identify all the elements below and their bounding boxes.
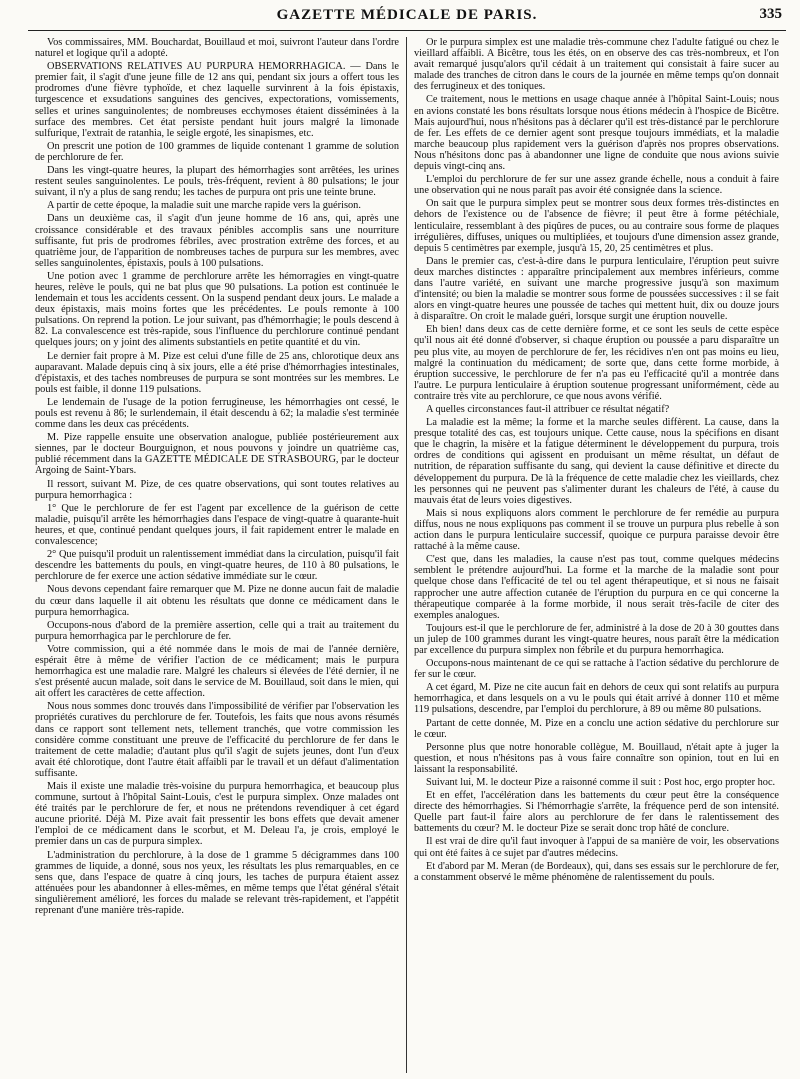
paragraph: A cet égard, M. Pize ne cite aucun fait en dehors de ceux qui sont relatifs au purpura hemorrhagica, et dans lesquels on a vu le pouls qui était arrivé à donner 110 et même 119 pulsations, descendre, par l'emploi du perchlorure, à 89 ou même 80 pulsations. xyxy=(414,682,779,716)
paragraph: Dans les vingt-quatre heures, la plupart des hémorrhagies sont arrêtées, les urines restent seules sanguinolentes. Le pouls, très-fréquent, revient à 80 pulsations; le jour suivant, il n'y a plus de sang rendu; les taches de purpura ont pris une teinte brune. xyxy=(35,165,399,199)
right-column xyxy=(407,37,786,1073)
paragraph: C'est que, dans les maladies, la cause n'est pas tout, comme quelques médecins semblent le prétendre aujourd'hui. La forme et la marche de la maladie sont pour quelque chose dans l'efficacité de tel ou tel agent thérapeutique, et si nous ne faisait rapprocher une autre affection cutanée de l'éruption du purpura en ce qui concerne la thérapeutique comparée à la forme morbide, il nous serait très-facile de citer des exemples analogues. xyxy=(414,554,779,621)
paragraph: Une potion avec 1 gramme de perchlorure arrête les hémorragies en vingt-quatre heures, relève le pouls, qui ne bat plus que 90 pulsations. La potion est continuée le lendemain et tous les accidents cessent. On la suspend pendant deux jours. Le malade a deux épistaxis, mais moins fortes que les précédentes. Le pouls remonte à 100 pulsations. On reprend la potion. Le jour suivant, pas d'hémorrhagie; le pouls descend à 82. La convalescence est très-rapide, sous l'influence du perchlorure continué pendant quelques jours; on y joint des aliments substantiels en petite quantité et du vin. xyxy=(35,270,399,349)
paragraph: Mais si nous expliquons alors comment le perchlorure de fer remédie au purpura diffus, nous ne nous expliquons pas comment il se trouve un purpura plus rebelle à son action dans le purpura lenticulaire successif, quoique ce purpura paraisse devoir être rattaché à la même cause. xyxy=(414,507,779,553)
paragraph: A partir de cette époque, la maladie suit une marche rapide vers la guérison. xyxy=(47,200,361,212)
paragraph: L'administration du perchlorure, à la dose de 1 gramme 5 décigrammes dans 100 grammes de liquide, a donné, sous nos yeux, les résultats les plus remarquables, en ce sens que, dans l'espace de quatre à cinq jours, les taches de purpura étaient assez atténuées pour les abandonner à elles-mêmes, en même temps que l'état général s'était singulièrement amélioré, les forces du malade se relevant très-rapidement, et l'appétit reprenant d'une manière très-rapide. xyxy=(35,849,399,917)
paragraph: Et d'abord par M. Meran (de Bordeaux), qui, dans ses essais sur le perchlorure de fer, a constamment observé le même phénomène de ralentissement du pouls. xyxy=(414,860,779,883)
paragraph: Mais il existe une maladie très-voisine du purpura hemorrhagica, et beaucoup plus commune, surtout à l'hôpital Saint-Louis, c'est le purpura simplex. Onze malades ont été traités par le perchlorure de fer, et nous ne prétendons revendiquer à cet égard aucune priorité. Déjà M. Pize avait fait pressentir les bons effets que devait amener l'emploi de ce médicament dans le scorbut, et M. Deleau l'a, je crois, employé le premier dans un cas de purpura simplex. xyxy=(35,781,399,848)
paragraph: OBSERVATIONS RELATIVES AU PURPURA HEMORRHAGICA. — Dans le premier fait, il s'agit d'une jeune fille de 12 ans qui, pendant six jours a offert tous les prodromes d'une fièvre typhoïde, et chez laquelle survinrent à la fois épistaxis, turgescence et exsudations sanguines des gencives, expectorations, vomissements, selles et urines sanguinolentes; de nombreuses ecchymoses étaient disséminées à la surface des membres. Cet état persiste pendant huit jours malgré la limonade sulfurique, l'extrait de ratanhia, le seigle ergoté, les sinapismes, etc. xyxy=(35,61,399,139)
paragraph: Or le purpura simplex est une maladie très-commune chez l'adulte fatigué ou chez le vieillard affaibli. A Bicêtre, tous les étés, on en observe des cas très-nombreux, et l'on avait remarqué jusqu'alors qu'il cédait à un traitement qui consistait à faire sucer au malade des tranches de citron dans le cours de la journée en même temps qu'on donnait des ferrugineux et des toniques. xyxy=(414,37,779,93)
paragraph: Et en effet, l'accélération dans les battements du cœur peut être la conséquence directe des hémorrhagies. Si l'hémorrhagie s'arrête, la fréquence perd de son intensité. Quelle part faut-il faire alors au perchlorure de fer dans le ralentissement des battements du cœur? M. le docteur Pize se serait donc trop hâté de conclure. xyxy=(414,790,779,835)
paragraph: Il ressort, suivant M. Pize, de ces quatre observations, qui sont toutes relatives au purpura hemorrhagica : xyxy=(35,478,399,501)
paragraph: Partant de cette donnée, M. Pize en a conclu une action sédative du perchlorure sur le cœur. xyxy=(414,717,779,740)
paragraph: Eh bien! dans deux cas de cette dernière forme, et ce sont les seuls de cette espèce qu'il nous ait été donné d'observer, si chaque éruption ou poussée a paru disparaître un peu plus vite, au moyen de perchlorure de fer, les récidives n'en ont pas moins eu lieu, malgré la continuation du médicament; de sorte que, dans cette forme morbide, à éruption successive, le perchlorure de fer n'a pas eu l'efficacité qu'il a montrée dans l'autre. Le purpura lenticulaire à éruption soutenue progressant uniformément, cède au contraire très vite au perchlorure, ce que nous avons vérifié. xyxy=(414,324,779,402)
paragraph: Dans le premier cas, c'est-à-dire dans le purpura lenticulaire, l'éruption peut suivre deux marches distinctes : apparaître principalement aux membres inférieurs, comme dans l'autre variété, en suivant une marche progressive jusqu'à son maximum d'intensité; ou bien la maladie se montrer sous forme de poussées successives : il se fait alors en vingt-quatre heures une poussée de taches qui mettent huit, dix ou douze jours à disparaître. On croit le malade guéri, lorsque surgit une éruption nouvelle. xyxy=(414,255,779,323)
paragraph: Dans un deuxième cas, il s'agit d'un jeune homme de 16 ans, qui, après une croissance considérable et des travaux pénibles accomplis sans une nourriture suffisante, fut pris de prodromes fébriles, avec prostration extrême des forces, et au quatrième jour, de l'apparition de nombreuses taches de purpura sur les membres, avec selles sanguinolentes, épistaxis, pouls à 100 pulsations. xyxy=(35,213,399,269)
left-column xyxy=(28,37,407,1073)
paragraph: Suivant lui, M. le docteur Pize a raisonné comme il suit : Post hoc, ergo propter hoc. xyxy=(426,777,776,788)
paragraph: Personne plus que notre honorable collègue, M. Bouillaud, n'était apte à juger la question, et nous n'hésitons pas à vous faire connaître son opinion, tout en lui en laissant la responsabilité. xyxy=(414,741,779,775)
paragraph: On prescrit une potion de 100 grammes de liquide contenant 1 gramme de solution de perchlorure de fer. xyxy=(35,140,399,163)
paragraph: A quelles circonstances faut-il attribuer ce résultat négatif? xyxy=(426,404,670,415)
running-title: GAZETTE MÉDICALE DE PARIS. xyxy=(276,7,538,23)
text-columns xyxy=(28,37,786,1073)
paragraph: L'emploi du perchlorure de fer sur une assez grande échelle, nous a conduit à faire une observation qui ne nous paraît pas avoir été consignée dans la science. xyxy=(414,174,779,197)
paragraph: La maladie est la même; la forme et la marche seules diffèrent. La cause, dans la presque totalité des cas, est toujours unique. Cette cause, nous la spécifions en disant que le chagrin, la misère et la fatigue déterminent le développement du purpura, trois ordres de conditions qui agissent en produisant un même résultat, un défaut de nutrition, de réparation suffisante du sang, qui devient la cause définitive et directe du développement du purpura. De là la fréquence de cette maladie chez les vieillards, chez les personnes qui ne peuvent pas s'alimenter durant les chaleurs de l'été, à cause du mauvais état de leurs voies digestives. xyxy=(414,417,779,506)
paragraph: Toujours est-il que le perchlorure de fer, administré à la dose de 20 à 30 gouttes dans un julep de 100 grammes durant les vingt-quatre heures, nous paraît être la médication par excellence du purpura simplex non fébrile et du purpura hemorrhagica. xyxy=(414,622,779,656)
paragraph: 1° Que le perchlorure de fer est l'agent par excellence de la guérison de cette maladie, puisqu'il arrête les hémorrhagies dans l'espace de vingt-quatre à quarante-huit heures, et que, continué pendant quelques jours, il fait rapidement entrer le malade en convalescence; xyxy=(35,502,399,548)
page-number: 335 xyxy=(759,6,782,22)
paragraph: Vos commissaires, MM. Bouchardat, Bouillaud et moi, suivront l'auteur dans l'ordre naturel et logique qu'il a adopté. xyxy=(35,37,399,60)
paragraph: Occupons-nous d'abord de la première assertion, celle qui a trait au traitement du purpura hemorrhagica par le perchlorure de fer. xyxy=(35,619,399,642)
paragraph: Votre commission, qui a été nommée dans le mois de mai de l'année dernière, espérait être à même de vérifier l'action de ce médicament; mais le purpura hemorrhagica est une maladie rare. Malgré les chaleurs si élevées de l'été dernier, il ne s'est présenté aucun malade, soit dans le service de M. Bouillaud, soit dans le mien, qui ait offert les caractères de cette affection. xyxy=(35,643,399,700)
paragraph: M. Pize rappelle ensuite une observation analogue, publiée postérieurement aux siennes, par le docteur Bourguignon, et nous pouvons y joindre un quatrième cas, publié récemment dans la GAZETTE MÉDICALE DE STRASBOURG, par le docteur Argoing de Saint-Ybars. xyxy=(35,432,399,477)
paragraph: Occupons-nous maintenant de ce qui se rattache à l'action sédative du perchlorure de fer sur le cœur. xyxy=(414,658,779,681)
paragraph: On sait que le purpura simplex peut se montrer sous deux formes très-distinctes en dehors de l'existence ou de l'absence de fièvre; il peut être à forme pétéchiale, lenticulaire, ressemblant à des piqûres de puces, ou au contraire sous forme de plaques irrégulières, diffuses, uniques ou multipliées, et toujours d'une dimension assez grande, depuis 5 centimètres par exemple, jusqu'à 15, 20, 25 centimètres et plus. xyxy=(414,198,779,254)
paragraph: 2° Que puisqu'il produit un ralentissement immédiat dans la circulation, puisqu'il fait descendre les battements du pouls, en vingt-quatre heures, de 110 à 80 pulsations, le perchlorure de fer exerce une action sédative immédiate sur le cœur. xyxy=(35,549,399,583)
paragraph: Nous nous sommes donc trouvés dans l'impossibilité de vérifier par l'observation les propriétés curatives du perchlorure de fer. Toutefois, les faits que nous avons résumés dans ce rapport sont tellement nets, tellement tranchés, que votre commission les considère comme constituant une preuve de l'efficacité du perchlorure de fer dans le traitement de cette maladie; d'autant plus qu'il s'agit de sujets jeunes, dont l'un d'eux avait été chlorotique, dont l'autre était affaibli par le travail et un défaut d'alimentation suffisante. xyxy=(35,701,399,779)
paragraph: Il est vrai de dire qu'il faut invoquer à l'appui de sa manière de voir, les observations qui ont été faites à ce sujet par d'autres médecins. xyxy=(414,836,779,859)
paragraph: Nous devons cependant faire remarquer que M. Pize ne donne aucun fait de maladie du cœur dans laquelle il ait obtenu les résultats que donne ce médicament dans le purpura hemorrhagica. xyxy=(35,584,399,618)
paragraph: Le lendemain de l'usage de la potion ferrugineuse, les hémorrhagies ont cessé, le pouls est revenu à 86; le surlendemain, il était descendu à 62; la maladie s'est terminée comme dans les deux cas précédents. xyxy=(35,396,399,431)
paragraph: Le dernier fait propre à M. Pize est celui d'une fille de 25 ans, chlorotique deux ans auparavant. Malade depuis cinq à six jours, elle a été prise d'hémorrhagies intestinales, d'épistaxis, et des taches nombreuses de purpura se sont montrées sur les membres. Le pouls est faible, il donne 119 pulsations. xyxy=(35,350,399,395)
paragraph: Ce traitement, nous le mettions en usage chaque année à l'hôpital Saint-Louis; nous en avions constaté les bons résultats lorsque nous étions médecin à l'hospice de Bicêtre. Mais aujourd'hui, nous n'hésitons pas à déclarer qu'il est très-distancé par le perchlorure de fer. Les effets de ce dernier agent sont presque toujours immédiats, et la maladie marche beaucoup plus rapidement vers la guérison d'après nos propres observations. Nous n'hésitons donc pas à abandonner une ligne de conduite que nous avions suivie depuis vingt-cinq ans. xyxy=(414,94,779,173)
page-header xyxy=(28,0,786,31)
